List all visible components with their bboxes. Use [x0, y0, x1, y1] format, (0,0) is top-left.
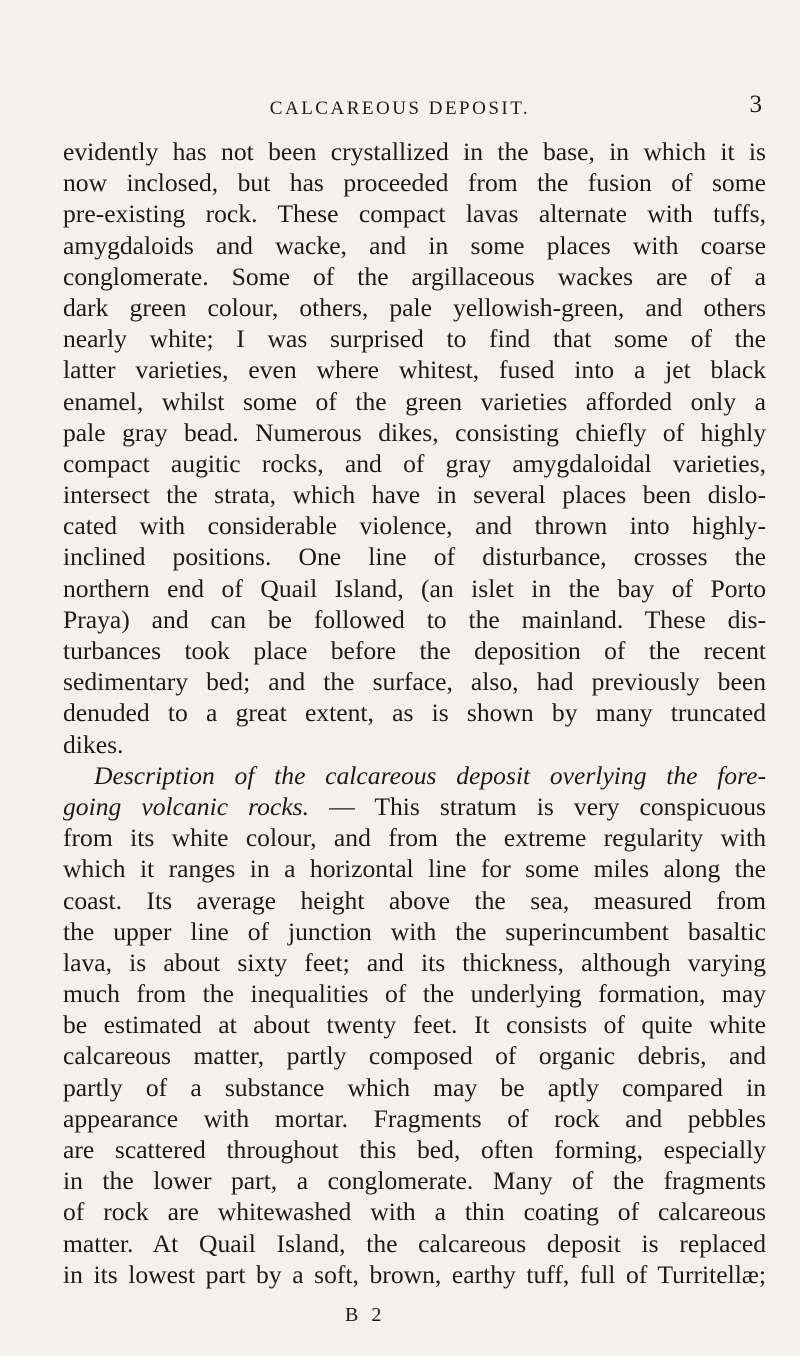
text-line: enamel, whilst some of the green varieties afforded only a — [63, 386, 766, 416]
text-line: calcareous matter, partly composed of organic debris, and — [63, 1041, 766, 1071]
text-line: in its lowest part by a soft, brown, earthy tuff, full of Turritellæ; — [63, 1259, 766, 1289]
section-heading-line — [63, 760, 766, 791]
text-line: lava, is about sixty feet; and its thickness, although varying — [63, 947, 766, 977]
running-title: CALCAREOUS DEPOSIT. — [269, 98, 531, 119]
text-line: which it ranges in a horizontal line for some miles along the — [63, 854, 766, 884]
text-line: turbances took place before the deposition of the recent — [63, 636, 766, 665]
section-heading-italic: going volcanic rocks. — [63, 791, 310, 821]
body-text — [63, 136, 766, 1290]
section-heading-italic: Description of the calcareous deposit overlying the fore- — [94, 760, 766, 790]
text-line: cated with considerable violence, and thrown into highly- — [63, 511, 766, 541]
text-line: intersect the strata, which have in several places been dislo- — [63, 480, 766, 510]
text-line: compact augitic rocks, and of gray amygdaloidal varieties, — [63, 448, 766, 478]
text-line: be estimated at about twenty feet. It consists of quite white — [63, 1010, 766, 1040]
text-line: northern end of Quail Island, (an islet in the bay of Porto — [63, 573, 766, 603]
text-line: conglomerate. Some of the argillaceous wackes are of a — [63, 261, 766, 291]
text-line: appearance with mortar. Fragments of rock and pebbles — [63, 1103, 766, 1133]
text-line: the upper line of junction with the superincumbent basaltic — [63, 916, 766, 946]
text-line: amygdaloids and wacke, and in some places with coarse — [63, 230, 766, 260]
text-line: denuded to a great extent, as is shown by many truncated — [63, 698, 766, 728]
text-line: from its white colour, and from the extreme regularity with — [63, 823, 766, 853]
section-heading-continuation: — This stratum is very conspicuous — [309, 791, 767, 821]
text-line: nearly white; I was surprised to find that some of the — [63, 324, 766, 354]
text-line: coast. Its average height above the sea, measured from — [63, 885, 766, 915]
text-line: much from the inequalities of the underlying formation, may — [63, 979, 766, 1009]
text-line: dark green colour, others, pale yellowish-green, and others — [63, 292, 766, 322]
text-line: evidently has not been crystallized in the base, in which it is — [63, 137, 766, 166]
text-line: dikes. — [63, 729, 124, 759]
text-line: now inclosed, but has proceeded from the fusion of some — [63, 168, 766, 198]
text-line: in the lower part, a conglomerate. Many of the fragments — [63, 1166, 766, 1196]
text-line: are scattered throughout this bed, often forming, especially — [63, 1135, 766, 1164]
section-heading-line — [63, 791, 766, 822]
signature-mark: B 2 — [345, 1304, 386, 1326]
text-line: sedimentary bed; and the surface, also, had previously been — [63, 667, 766, 697]
text-line: Praya) and can be followed to the mainland. These dis- — [63, 604, 766, 634]
text-line: pale gray bead. Numerous dikes, consisting chiefly of highly — [63, 417, 766, 447]
text-line: of rock are whitewashed with a thin coating of calcareous — [63, 1197, 766, 1227]
text-line: inclined positions. One line of disturbance, crosses the — [63, 542, 766, 572]
text-line: latter varieties, even where whitest, fused into a jet black — [63, 355, 766, 385]
page-number: 3 — [749, 91, 762, 118]
text-line: pre-existing rock. These compact lavas alternate with tuffs, — [63, 199, 766, 229]
text-line: partly of a substance which may be aptly compared in — [63, 1072, 766, 1102]
text-line: matter. At Quail Island, the calcareous deposit is replaced — [63, 1228, 766, 1258]
